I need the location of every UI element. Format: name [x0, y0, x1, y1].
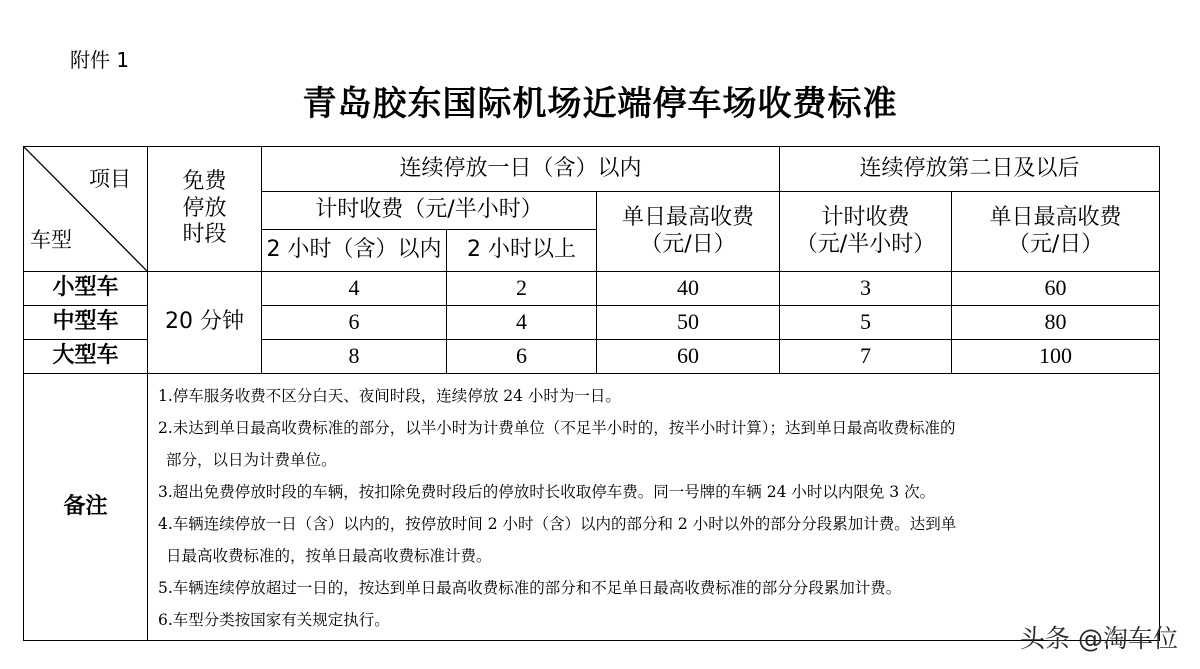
daily-max-header: 单日最高收费 （元/日） — [597, 192, 780, 272]
watermark: 头条 @淘车位 — [1020, 624, 1178, 653]
fee-value: 6 — [447, 340, 597, 374]
within-2h-header: 2 小时（含）以内 — [262, 230, 447, 272]
fee-value: 3 — [780, 272, 952, 306]
document-title: 青岛胶东国际机场近端停车场收费标准 — [302, 84, 898, 124]
fee-value: 40 — [597, 272, 780, 306]
note-item: 6.车型分类按国家有关规定执行。 — [158, 611, 390, 629]
vehicle-type: 中型车 — [24, 306, 148, 340]
fee-value: 80 — [952, 306, 1160, 340]
corner-type-label: 车型 — [30, 227, 72, 252]
note-item: 1.停车服务收费不区分白天、夜间时段，连续停放 24 小时为一日。 — [158, 387, 621, 405]
fee-value: 2 — [447, 272, 597, 306]
fee-value: 5 — [780, 306, 952, 340]
hourly-fee-header: 计时收费（元/半小时） — [262, 192, 597, 230]
fee-table — [23, 146, 1160, 641]
vehicle-type: 大型车 — [24, 340, 148, 374]
fee-value: 60 — [597, 340, 780, 374]
day2-daily-max-header: 单日最高收费 （元/日） — [952, 192, 1160, 272]
table-row — [24, 272, 1160, 306]
fee-value: 4 — [447, 306, 597, 340]
note-item: 4.车辆连续停放一日（含）以内的，按停放时间 2 小时（含）以内的部分和 2 小时以外的部分分段累加计费。达到单 — [158, 515, 957, 533]
fee-value: 100 — [952, 340, 1160, 374]
fee-value: 4 — [262, 272, 447, 306]
vehicle-type: 小型车 — [24, 272, 148, 306]
note-item: 3.超出免费停放时段的车辆，按扣除免费时段后的停放时长收取停车费。同一号牌的车辆 24 小时以内限免 3 次。 — [158, 483, 936, 501]
free-period-header: 免费 停放 时段 — [148, 147, 262, 272]
notes-label: 备注 — [24, 374, 148, 641]
free-period-value: 20 分钟 — [148, 272, 262, 374]
fee-value: 8 — [262, 340, 447, 374]
note-item: 5.车辆连续停放超过一日的，按达到单日最高收费标准的部分和不足单日最高收费标准的部分分段累加计费。 — [158, 579, 902, 597]
over-2h-header: 2 小时以上 — [447, 230, 597, 272]
fee-value: 6 — [262, 306, 447, 340]
note-item: 部分，以日为计费单位。 — [166, 451, 337, 469]
attachment-label: 附件 1 — [70, 48, 130, 72]
note-item: 2.未达到单日最高收费标准的部分，以半小时为计费单位（不足半小时的，按半小时计算）；达到单日最高收费标准的 — [158, 419, 956, 437]
group1-header: 连续停放一日（含）以内 — [262, 147, 780, 192]
fee-value: 60 — [952, 272, 1160, 306]
header-corner-cell — [24, 147, 148, 272]
group2-header: 连续停放第二日及以后 — [780, 147, 1160, 192]
notes-content — [148, 374, 1160, 641]
day2-hourly-header: 计时收费 （元/半小时） — [780, 192, 952, 272]
notes-row — [24, 374, 1160, 641]
fee-value: 7 — [780, 340, 952, 374]
fee-value: 50 — [597, 306, 780, 340]
note-item: 日最高收费标准的，按单日最高收费标准计费。 — [166, 547, 492, 565]
corner-item-label: 项目 — [89, 167, 131, 191]
